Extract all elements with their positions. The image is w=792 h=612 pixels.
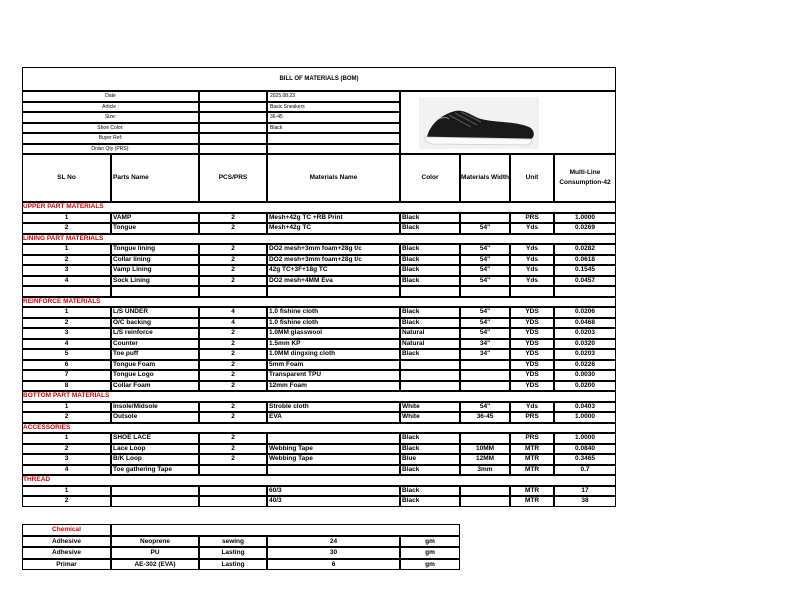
cell-consumption: 38 (581, 497, 589, 504)
cell-materials-width: 54" (479, 329, 491, 336)
cell-pcs-prs: 2 (231, 266, 235, 273)
cell-parts-name: Counter (113, 339, 138, 347)
cell-color: Black (402, 497, 420, 504)
cell-materials-width: 54" (479, 318, 491, 326)
cell-materials-name: Webbing Tape (269, 455, 313, 462)
cell-parts-name: Sock Lining (113, 276, 150, 284)
cell-unit (510, 286, 554, 297)
cell-unit: Yds (526, 266, 538, 273)
cell-consumption (554, 286, 616, 297)
cell-consumption: 0.0030 (575, 371, 595, 378)
cell-materials-width: 36-45 (476, 413, 494, 420)
column-header-unit: Unit (525, 174, 539, 181)
cell-pcs-prs: 2 (231, 360, 235, 368)
header-value: 36-45 (270, 114, 283, 120)
cell-materials-name: 1.0MM glasswool (269, 329, 323, 336)
cell-unit: MTR (524, 444, 540, 452)
cell-parts-name: O/C backing (113, 318, 151, 326)
cell-materials-name: 42g TC+3F+18g TC (269, 266, 328, 273)
cell-color (400, 360, 460, 371)
cell-parts-name (111, 496, 199, 507)
column-header-color: Color (421, 174, 439, 181)
cell-materials-width: 34" (479, 350, 491, 357)
cell-unit: PRS (525, 213, 539, 221)
cell-materials-name: Webbing Tape (269, 444, 313, 452)
cell-materials-name: DO2 mesh+3mm foam+28g t/c (269, 245, 362, 252)
cell-sl-no: 3 (64, 266, 69, 273)
cell-unit: PRS (525, 434, 539, 441)
chemical-cell-text: gm (425, 560, 435, 568)
cell-materials-width (460, 213, 510, 224)
cell-sl-no: 4 (64, 339, 69, 347)
header-value: Basic Sneakers (270, 103, 305, 110)
cell-color: Black (402, 255, 420, 263)
cell-materials-width: 54" (479, 276, 491, 284)
cell-unit: YDS (525, 360, 539, 368)
cell-color: Black (402, 224, 420, 231)
chemical-cell-text: Adhesive (52, 549, 81, 556)
cell-sl-no: 2 (64, 318, 69, 326)
header-label: Article : (102, 103, 119, 110)
cell-consumption: 0.0226 (575, 360, 595, 368)
cell-consumption: 1.0000 (575, 434, 595, 441)
chemical-cell-text: Lasting (221, 549, 245, 556)
cell-unit: YDS (525, 308, 539, 315)
cell-materials-width: 54" (479, 255, 491, 263)
chemical-cell-text: gm (425, 537, 435, 545)
cell-parts-name: L/S reinforce (113, 329, 153, 336)
cell-parts-name (111, 486, 199, 497)
cell-sl-no: 8 (64, 381, 69, 389)
header-blank-cell (199, 91, 267, 102)
cell-color (400, 286, 460, 297)
cell-consumption: 0.0403 (575, 402, 595, 410)
section-title: REINFORCE MATERIALS (23, 297, 101, 305)
cell-materials-name: DO2 mesh+4MM Eva (269, 276, 333, 284)
column-header-parts-name: Parts Name (113, 174, 149, 181)
cell-unit: MTR (524, 455, 540, 462)
cell-unit: Yds (526, 402, 538, 410)
cell-color: Black (402, 308, 420, 315)
cell-color: Natural (402, 339, 425, 347)
cell-pcs-prs: 4 (231, 308, 235, 315)
cell-materials-width (460, 381, 510, 392)
cell-color: Black (402, 213, 420, 221)
cell-materials-name: 1.0 fishine cloth (269, 318, 319, 326)
cell-sl-no: 6 (64, 360, 69, 368)
cell-unit: YDS (525, 329, 539, 336)
cell-materials-name: 60/3 (269, 486, 282, 494)
cell-unit: Yds (526, 255, 538, 263)
header-label: Date (105, 93, 116, 99)
header-blank-cell (199, 123, 267, 134)
cell-materials-width: 10MM (475, 444, 495, 452)
section-title: BOTTOM PART MATERIALS (23, 392, 110, 399)
header-label: Buyer Ref: (98, 135, 123, 141)
cell-unit: Yds (526, 224, 538, 231)
header-label: Size: (104, 114, 117, 120)
chemical-cell-text: sewing (221, 537, 245, 545)
cell-materials-name: DO2 mesh+3mm foam+28g t/c (269, 255, 362, 263)
cell-color: Black (402, 276, 420, 284)
cell-consumption: 0.0269 (575, 224, 595, 231)
cell-pcs-prs: 2 (231, 402, 235, 410)
cell-consumption: 0.7 (580, 465, 590, 473)
cell-consumption: 0.0468 (575, 318, 595, 326)
cell-sl-no: 3 (64, 329, 69, 336)
cell-consumption: 17 (581, 486, 589, 494)
cell-parts-name: L/S UNDER (113, 308, 149, 315)
cell-sl-no: 2 (64, 444, 69, 452)
cell-color: White (402, 402, 420, 410)
cell-parts-name: Tongue Logo (113, 371, 154, 378)
cell-consumption: 0.0203 (575, 350, 595, 357)
cell-color: Blue (402, 455, 417, 462)
column-header-materials-name: Materials Name (309, 174, 358, 181)
cell-parts-name: Tongue lining (113, 245, 156, 252)
cell-sl-no: 1 (64, 486, 69, 494)
cell-materials-name: 40/3 (269, 497, 282, 504)
header-value: 2025.08.23 (270, 93, 296, 99)
cell-unit: Yds (526, 276, 538, 284)
cell-consumption: 0.0203 (575, 329, 595, 336)
cell-parts-name (111, 286, 199, 297)
cell-sl-no: 3 (64, 455, 69, 462)
page-title: BILL OF MATERIALS (BOM) (279, 76, 359, 82)
cell-color: Black (402, 266, 420, 273)
cell-sl-no: 5 (64, 350, 69, 357)
header-blank-cell (199, 144, 267, 155)
cell-consumption: 0.0840 (575, 444, 595, 452)
cell-color: Black (402, 444, 420, 452)
cell-consumption: 1.0000 (575, 213, 595, 221)
cell-materials-width: 3mm (477, 465, 493, 473)
cell-unit: YDS (525, 339, 539, 347)
cell-unit: YDS (525, 318, 539, 326)
cell-consumption: 1.0000 (575, 413, 595, 420)
cell-consumption: 0.0282 (575, 245, 595, 252)
cell-materials-width: 34" (479, 339, 491, 347)
chemical-cell-text: 24 (329, 537, 338, 545)
section-title: THREAD (23, 476, 51, 483)
cell-pcs-prs: 2 (231, 371, 235, 378)
chemical-cell-text: Primar (56, 560, 77, 568)
cell-unit: PRS (525, 413, 539, 420)
cell-pcs-prs: 2 (231, 255, 235, 263)
cell-materials-width (460, 370, 510, 381)
cell-pcs-prs: 2 (231, 413, 235, 420)
cell-sl-no: 2 (64, 413, 69, 420)
cell-materials-width: 54" (479, 224, 491, 231)
cell-materials-width (460, 286, 510, 297)
cell-pcs-prs: 2 (231, 329, 235, 336)
cell-materials-width: 54" (479, 308, 491, 315)
cell-consumption: 0.0200 (575, 381, 595, 389)
cell-color: Black (402, 318, 420, 326)
chemical-cell-text: Lasting (221, 560, 245, 568)
cell-parts-name: Insole/Midsole (113, 402, 158, 410)
chemical-cell-text: PU (150, 549, 160, 556)
cell-color (400, 381, 460, 392)
cell-unit: YDS (525, 371, 539, 378)
cell-materials-name: 1.5mm KP (269, 339, 301, 347)
cell-unit: Yds (526, 245, 538, 252)
column-header-pcs-prs: PCS/PRS (218, 174, 248, 181)
cell-pcs-prs (199, 465, 267, 476)
cell-sl-no: 4 (64, 276, 69, 284)
cell-materials-name (267, 433, 400, 444)
cell-materials-name: 1.0 fishine cloth (269, 308, 319, 315)
cell-color (400, 370, 460, 381)
cell-color: White (402, 413, 420, 420)
cell-pcs-prs (199, 496, 267, 507)
cell-parts-name: Collar lining (113, 255, 151, 263)
cell-sl-no: 2 (64, 497, 69, 504)
chemical-cell-text: Adhesive (52, 537, 81, 545)
chemical-cell-text: AE-302 (EVA) (134, 560, 176, 568)
cell-parts-name: VAMP (113, 213, 132, 221)
cell-materials-name: 12mm Foam (269, 381, 307, 389)
cell-materials-name: Stroble cloth (269, 402, 309, 410)
header-blank-cell (199, 112, 267, 123)
cell-materials-name (267, 286, 400, 297)
cell-consumption: 0.1545 (575, 266, 595, 273)
cell-parts-name: Collar Foam (113, 381, 151, 389)
sneaker-image-icon (419, 97, 539, 149)
cell-sl-no: 1 (64, 245, 69, 252)
cell-materials-name: Mesh+42g TC +RB Print (269, 213, 343, 221)
cell-color: Black (402, 486, 420, 494)
cell-consumption: 0.0618 (575, 255, 595, 263)
header-value: Black (270, 124, 283, 131)
cell-materials-name: Transparent TPU (269, 371, 322, 378)
cell-sl-no (22, 286, 111, 297)
cell-materials-width: 54" (479, 245, 491, 252)
header-blank-cell (199, 133, 267, 144)
cell-consumption: 0.3465 (575, 455, 595, 462)
cell-consumption: 0.0206 (575, 308, 595, 315)
cell-parts-name: Toe puff (113, 350, 139, 357)
chemical-cell-text: 6 (331, 560, 336, 568)
column-header-consumption: Multi-Line Consumption-42 (559, 169, 611, 186)
cell-color: Natural (402, 329, 425, 336)
cell-materials-width (460, 360, 510, 371)
cell-color: Black (402, 434, 420, 441)
cell-unit: YDS (525, 381, 539, 389)
cell-materials-width (460, 433, 510, 444)
cell-sl-no: 1 (64, 434, 69, 441)
cell-materials-width: 54" (479, 266, 491, 273)
cell-pcs-prs: 2 (231, 444, 235, 452)
cell-pcs-prs (199, 486, 267, 497)
section-title: UPPER PART MATERIALS (23, 203, 104, 210)
cell-sl-no: 2 (64, 255, 69, 263)
cell-color: Black (402, 245, 420, 252)
chemical-title-blank-cell (111, 524, 460, 536)
cell-consumption: 0.0320 (575, 339, 595, 347)
cell-parts-name: Lace Loop (113, 444, 146, 452)
header-value (268, 144, 399, 155)
cell-pcs-prs: 2 (231, 213, 235, 221)
cell-parts-name: Tongue (113, 224, 136, 231)
cell-pcs-prs: 2 (231, 381, 235, 389)
column-header-materials-width: Materials Width (461, 174, 509, 181)
cell-pcs-prs: 2 (231, 350, 235, 357)
cell-sl-no: 7 (64, 371, 69, 378)
cell-pcs-prs (199, 286, 267, 297)
cell-pcs-prs: 2 (231, 276, 235, 284)
cell-sl-no: 1 (64, 402, 69, 410)
section-title: LINING PART MATERIALS (23, 234, 104, 242)
column-header-sl-no: SL No (57, 174, 76, 181)
cell-materials-name: 1.0MM dingxing cloth (269, 350, 336, 357)
cell-materials-width: 54" (479, 402, 491, 410)
cell-materials-name: 5mm Foam (269, 360, 304, 368)
chemical-title: Chemical (52, 526, 81, 533)
cell-parts-name: B/K Loop (113, 455, 142, 462)
cell-pcs-prs: 4 (231, 318, 235, 326)
chemical-cell-text: gm (425, 549, 435, 556)
cell-materials-width (460, 496, 510, 507)
header-label: Order Qty (PRS): (91, 145, 130, 152)
cell-color: Black (402, 350, 420, 357)
cell-sl-no: 2 (64, 224, 69, 231)
cell-parts-name: Outsole (113, 413, 138, 420)
cell-unit: YDS (525, 350, 539, 357)
cell-materials-name: EVA (269, 413, 282, 420)
cell-materials-name (267, 465, 400, 476)
cell-parts-name: Vamp Lining (113, 266, 152, 273)
cell-materials-width: 12MM (475, 455, 495, 462)
cell-materials-name: Mesh+42g TC (269, 224, 312, 231)
cell-pcs-prs: 2 (231, 224, 235, 231)
cell-pcs-prs: 2 (231, 455, 235, 462)
chemical-cell-text: Neoprene (140, 537, 170, 545)
cell-pcs-prs: 2 (231, 434, 235, 441)
cell-sl-no: 1 (64, 308, 69, 315)
cell-consumption: 0.0457 (575, 276, 595, 284)
cell-materials-width (460, 486, 510, 497)
cell-unit: MTR (524, 486, 540, 494)
cell-unit: MTR (524, 465, 540, 473)
product-image-cell (400, 91, 616, 154)
cell-sl-no: 1 (64, 213, 69, 221)
cell-parts-name: SHOE LACE (113, 434, 151, 441)
header-value (268, 133, 399, 144)
header-label: Shoe Color: (97, 124, 124, 131)
chemical-cell-text: 30 (329, 549, 338, 556)
header-blank-cell (199, 102, 267, 113)
cell-parts-name: Toe gathering Tape (113, 465, 172, 473)
cell-unit: MTR (524, 497, 540, 504)
section-title: ACCESSORIES (23, 423, 71, 431)
cell-pcs-prs: 2 (231, 245, 235, 252)
cell-sl-no: 4 (64, 465, 69, 473)
cell-parts-name: Tongue Foam (113, 360, 156, 368)
cell-color: Black (402, 465, 420, 473)
cell-pcs-prs: 2 (231, 339, 235, 347)
